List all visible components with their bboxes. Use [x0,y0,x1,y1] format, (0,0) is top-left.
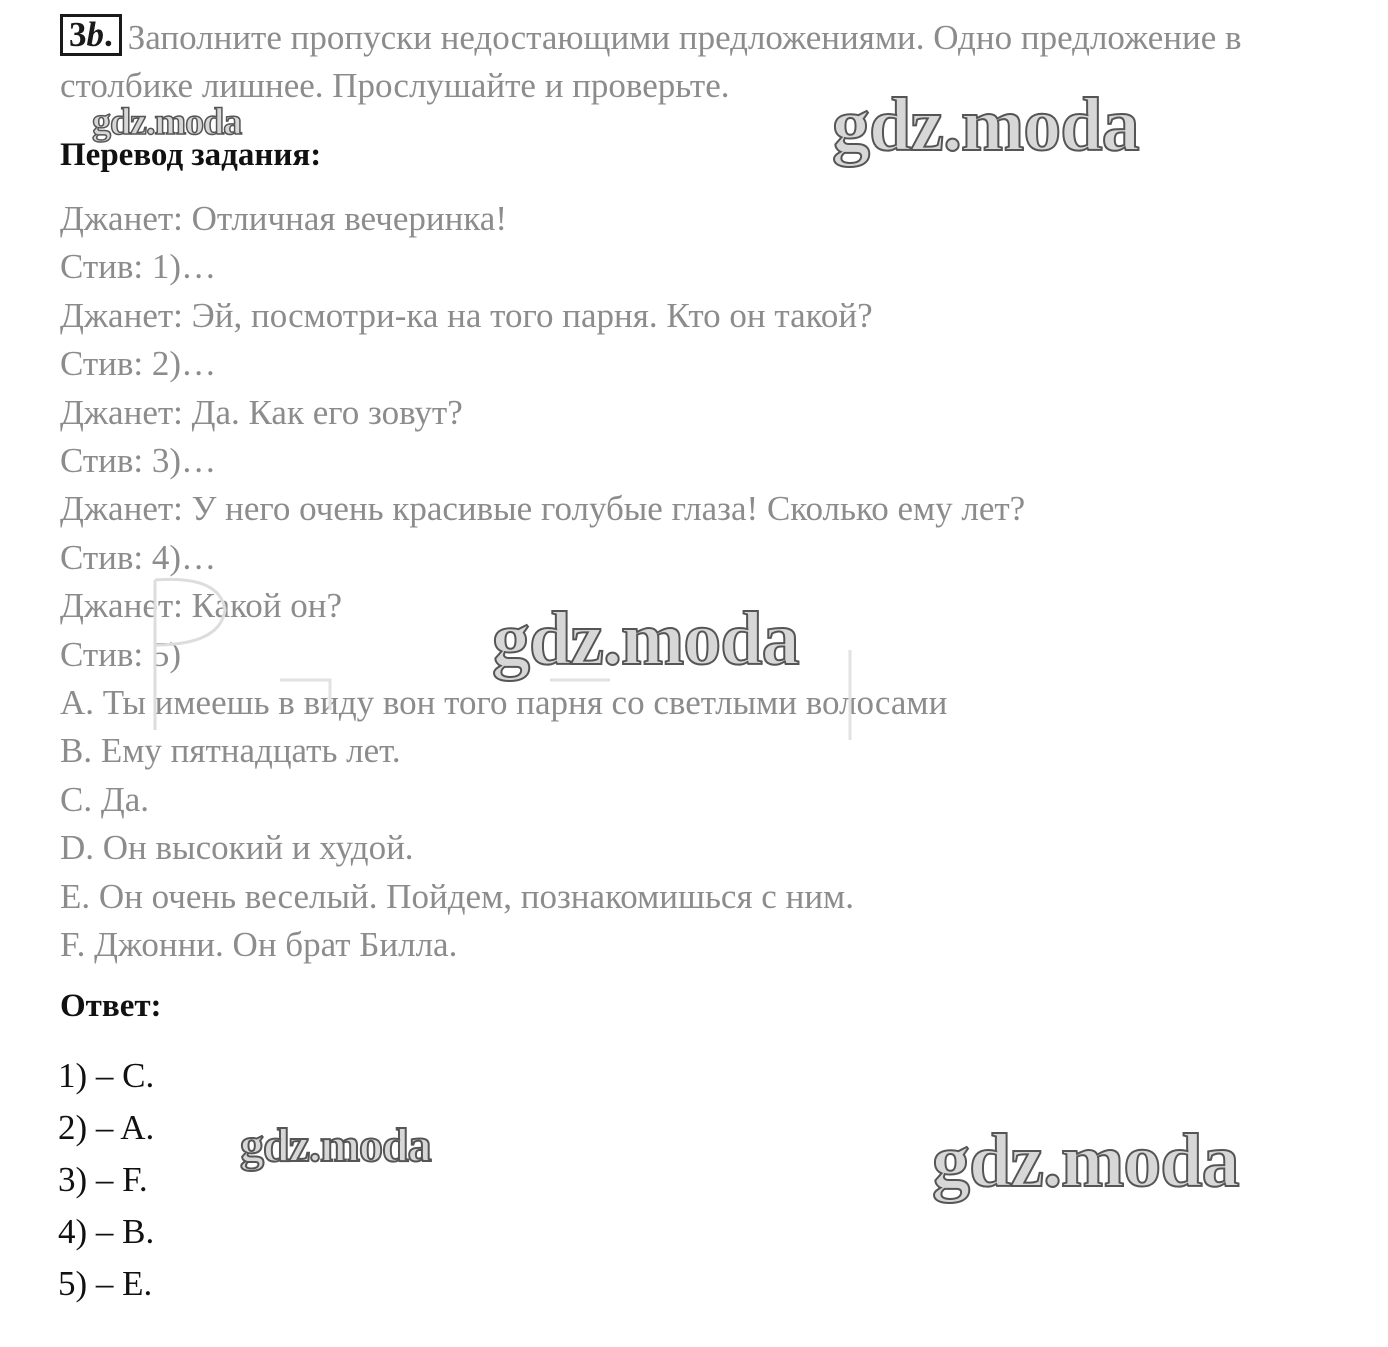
answer-item: 4) – B. [58,1212,155,1251]
dialogue-line: Джанет: Да. Как его зовут? [60,392,463,432]
watermark-logo: gdz.moda [92,101,242,143]
option-line: C. Да. [60,779,150,819]
dialogue-line: Стив: 5) [60,634,182,674]
answer-item: 1) – C. [58,1056,155,1095]
option-line: D. Он высокий и худой. [60,828,414,868]
task-number-box: 3b. [60,14,122,56]
dialogue-line: Стив: 1)… [60,247,217,287]
dialogue-list [60,195,1025,970]
translation-heading: Перевод задания: [60,137,322,173]
dialogue-line: Стив: 2)… [60,344,217,384]
dialogue-line: Стив: 3)… [60,441,217,481]
dialogue-line: Джанет: Какой он? [60,586,343,626]
watermark-logo: gdz.moda [832,83,1139,167]
watermark-logo: gdz.moda [240,1119,431,1172]
task-instruction-text: Заполните пропуски недостающими предложениями. Одно предложение в столбике лишнее. Прослушайте и проверьте. [60,18,1242,105]
task-instruction [60,14,1370,110]
watermark-logo: gdz.moda [932,1119,1239,1203]
option-line: F. Джонни. Он брат Билла. [60,925,458,965]
dialogue-line: Стив: 4)… [60,537,217,577]
answer-item: 3) – F. [58,1160,148,1199]
dialogue-line: Джанет: Эй, посмотри-ка на того парня. Кто он такой? [60,295,873,335]
option-line: E. Он очень веселый. Пойдем, познакомишься с ним. [60,876,854,916]
answer-heading: Ответ: [60,988,162,1024]
dialogue-line: Джанет: У него очень красивые голубые глаза! Сколько ему лет? [60,489,1026,529]
dialogue-line: Джанет: Отличная вечеринка! [60,199,507,238]
answer-item: 2) – A. [58,1108,155,1147]
answer-item: 5) – E. [58,1264,153,1303]
watermark-logo: gdz.moda [492,597,799,681]
option-line: A. Ты имеешь в виду вон того парня со светлыми волосами [60,683,948,723]
option-line: B. Ему пятнадцать лет. [60,731,401,771]
answer-list [58,1050,154,1310]
